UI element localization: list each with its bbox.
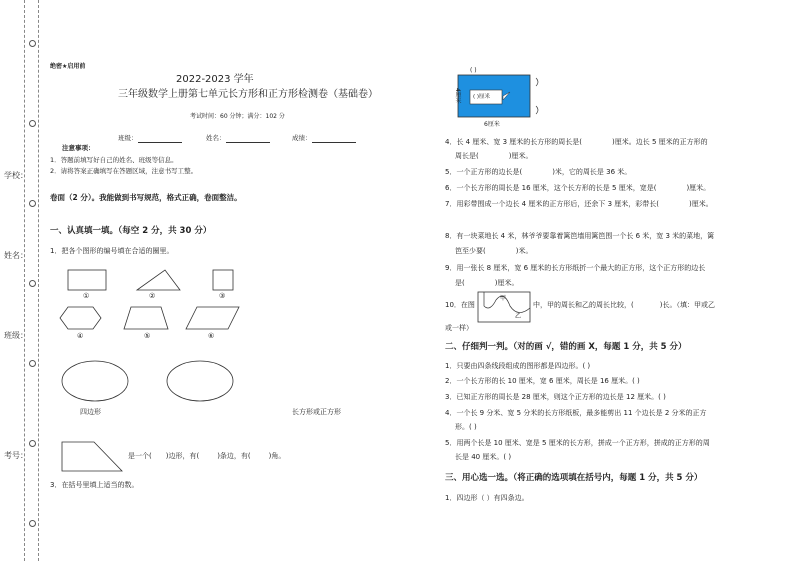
binding-label-school: 学校： — [4, 171, 28, 180]
school-year: 2022-2023 学年 — [176, 74, 254, 85]
page-title: 三年级数学上册第七单元长方形和正方形检测卷（基础卷） — [118, 89, 378, 100]
shape-number: ② — [149, 292, 156, 300]
question-1: 1．把各个图形的编号填在合适的圈里。 — [50, 247, 174, 255]
notes-title: 注意事项： — [62, 144, 95, 152]
question-10-start: 10．在图 — [445, 301, 475, 309]
section2-heading: 二、仔细判一判。（对的画 √，错的画 X，每题 1 分，共 5 分） — [445, 342, 687, 352]
exam-info: 考试时间：60 分钟；满分：102 分 — [190, 113, 285, 120]
judge-item-2: 2．一个长方形的长 10 厘米，宽 6 厘米，周长是 16 厘米。( ) — [445, 377, 640, 385]
section3-heading: 三、用心选一选。（将正确的选项填在括号内，每题 1 分，共 5 分） — [445, 473, 703, 483]
figure-side-label: 4厘米 — [454, 88, 461, 104]
ellipse-label-rect-square: 长方形或正方形 — [292, 408, 341, 416]
question-6: 6．一个长方形的周长是 16 厘米，这个长方形的长是 5 厘米，宽是( )厘米。 — [445, 184, 711, 192]
jia-label: 甲 — [500, 295, 507, 302]
binding-label-class: 班级： — [4, 331, 28, 340]
figure-bottom-label: 6厘米 — [484, 121, 500, 128]
figure-inner-label: ( )厘米 — [473, 94, 491, 100]
ellipse-label-quadrilateral: 四边形 — [80, 408, 101, 416]
secret-note: 绝密★启用前 — [50, 63, 86, 70]
question-10: 中，甲的周长和乙的周长比较，( )长。（填：甲或乙 — [533, 301, 715, 309]
section1-heading: 一、认真填一填。（每空 2 分，共 30 分） — [50, 226, 212, 236]
question-2: 是一个( )边形，有( )条边，有( )角。 — [128, 452, 286, 460]
question-4b: 周长是( )厘米。 — [455, 152, 533, 160]
question-7: 7．用彩带围成一个边长 4 厘米的正方形后，还余下 3 厘米，彩带长( )厘米。 — [445, 200, 713, 208]
binding-label-name: 姓名： — [4, 251, 28, 260]
question-5: 5．一个正方形的边长是( )米，它的周长是 36 米。 — [445, 168, 632, 176]
shape-number: ④ — [77, 332, 84, 340]
judge-item-5: 5．用两个长是 10 厘米、宽是 5 厘米的长方形，拼成一个正方形，拼成的正方形的周 — [445, 439, 710, 447]
judge-item-4b: 形。( ) — [455, 423, 477, 431]
question-8: 8．有一块菜地长 4 米，林爷爷要靠着篱笆墙用篱笆围一个长 6 米，宽 3 米的菜地，篱 — [445, 232, 715, 240]
judge-item-4: 4．一个长 9 分米、宽 5 分米的长方形纸板，最多能剪出 11 个边长是 2 分米的正方 — [445, 409, 707, 417]
binding-label-id: 考号： — [4, 451, 28, 460]
yi-label: 乙 — [515, 313, 522, 320]
judge-item-5b: 长是 40 厘米。( ) — [455, 453, 512, 461]
shape-number: ① — [83, 292, 90, 300]
score-field: 成绩： — [292, 134, 356, 143]
neatness-statement: 卷面（2 分）。我能做到书写规范，格式正确，卷面整洁。 — [50, 193, 242, 202]
note-item: 2．请将答案正确填写在答题区域，注意书写工整。 — [50, 167, 198, 175]
question-9b: 是( )厘米。 — [455, 279, 519, 287]
question-10b: 或一样） — [445, 324, 473, 332]
shape-number: ③ — [219, 292, 226, 300]
judge-item-3: 3．已知正方形的周长是 28 厘米，则这个正方形的边长是 12 厘米。( ) — [445, 393, 666, 401]
question-9: 9．用一张长 8 厘米，宽 6 厘米的长方形纸折一个最大的正方形，这个正方形的边长 — [445, 264, 706, 272]
choice-question-1: 1．四边形（ ）有四条边。 — [445, 494, 529, 502]
question-4: 4．长 4 厘米、宽 3 厘米的长方形的周长是( )厘米。边长 5 厘米的正方形的 — [445, 138, 708, 146]
shape-number: ⑤ — [144, 332, 151, 340]
judge-item-1: 1．只要由四条线段组成的图形都是四边形。( ) — [445, 362, 591, 370]
shape-number: ⑥ — [208, 332, 215, 340]
name-field: 姓名： — [206, 134, 270, 143]
class-field: 班级： — [118, 134, 182, 143]
figure-top-blank: ( ) — [470, 67, 477, 74]
question-8b: 笆至少要( )米。 — [455, 247, 533, 255]
question-3: 3．在括号里填上适当的数。 — [50, 481, 139, 489]
note-item: 1．答题前填写好自己的姓名、班级等信息。 — [50, 156, 178, 164]
